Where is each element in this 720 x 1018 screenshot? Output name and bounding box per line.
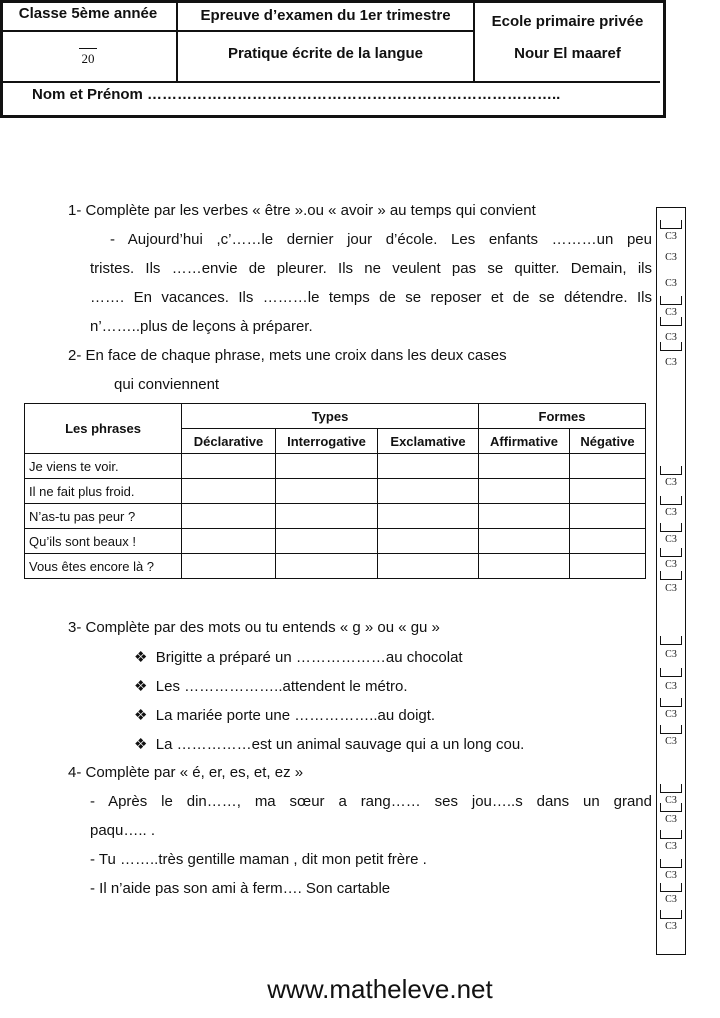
checkbox-cell[interactable]: [479, 504, 570, 529]
q1-line-2: tristes. Ils ……envie de pleurer. Ils ne veulent pas se quitter. Demain, ils: [90, 260, 652, 277]
mark-box[interactable]: [660, 784, 682, 793]
phrase-cell: Qu’ils sont beaux !: [25, 529, 182, 554]
criterion-label: C3: [665, 332, 677, 343]
checkbox-cell[interactable]: [276, 529, 378, 554]
criterion-label: C3: [665, 583, 677, 594]
subject: Pratique écrite de la langue: [227, 45, 424, 62]
question-2-title: 2- En face de chaque phrase, mets une croix dans les deux cases: [68, 347, 507, 364]
checkbox-cell[interactable]: [276, 479, 378, 504]
col-header-negative: Négative: [570, 429, 646, 454]
checkbox-cell[interactable]: [570, 529, 646, 554]
bullet-icon: ❖: [134, 736, 148, 753]
checkbox-cell[interactable]: [182, 554, 276, 579]
criterion-label: C3: [665, 814, 677, 825]
col-header-phrases: Les phrases: [25, 404, 182, 454]
q3-item-4: [134, 735, 524, 753]
bullet-icon: ❖: [134, 678, 148, 695]
table-row: [25, 504, 646, 529]
score-box: [0, 40, 176, 67]
checkbox-cell[interactable]: [182, 529, 276, 554]
criterion-label: C3: [665, 870, 677, 881]
q3-item-text: La ……………est un animal sauvage qui a un long cou.: [155, 736, 525, 753]
col-header-declarative: Déclarative: [182, 429, 276, 454]
question-1-title: 1- Complète par les verbes « être ».ou « avoir » au temps qui convient: [68, 202, 536, 219]
criterion-label: C3: [665, 278, 677, 289]
q1-line-1: - Aujourd’hui ,c’……le dernier jour d’école. Les enfants ………un peu: [110, 231, 652, 248]
question-3-title: 3- Complète par des mots ou tu entends « g » ou « gu »: [68, 619, 440, 636]
checkbox-cell[interactable]: [276, 554, 378, 579]
table-row: [25, 454, 646, 479]
q3-item-2: [134, 677, 408, 695]
criterion-label: C3: [665, 709, 677, 720]
checkbox-cell[interactable]: [479, 529, 570, 554]
mark-box[interactable]: [660, 220, 682, 229]
table-row: [25, 529, 646, 554]
criterion-label: C3: [665, 252, 677, 263]
group-header-types: Types: [182, 404, 479, 429]
q3-item-3: [134, 706, 435, 724]
phrase-cell: N’as-tu pas peur ?: [25, 504, 182, 529]
mark-box[interactable]: [660, 910, 682, 919]
phrases-table: [24, 403, 646, 579]
criterion-label: C3: [665, 477, 677, 488]
mark-box[interactable]: [660, 523, 682, 532]
criterion-label: C3: [665, 921, 677, 932]
criterion-label: C3: [665, 559, 677, 570]
criterion-label: C3: [665, 231, 677, 242]
checkbox-cell[interactable]: [479, 554, 570, 579]
name-field[interactable]: Nom et Prénom ………………………………………………………………………..: [32, 86, 561, 103]
checkbox-cell[interactable]: [276, 454, 378, 479]
school-name: Nour El maaref: [514, 45, 621, 62]
criterion-label: C3: [665, 534, 677, 545]
mark-box[interactable]: [660, 725, 682, 734]
bullet-icon: ❖: [134, 707, 148, 724]
criterion-label: C3: [665, 894, 677, 905]
col-header-exclamative: Exclamative: [378, 429, 479, 454]
class-label: Classe 5ème année: [18, 5, 158, 22]
table-row: [25, 479, 646, 504]
mark-box[interactable]: [660, 859, 682, 868]
checkbox-cell[interactable]: [570, 504, 646, 529]
checkbox-cell[interactable]: [570, 479, 646, 504]
mark-box[interactable]: [660, 317, 682, 326]
mark-box[interactable]: [660, 883, 682, 892]
bullet-icon: ❖: [134, 649, 148, 666]
q3-item-1: [134, 648, 463, 666]
checkbox-cell[interactable]: [276, 504, 378, 529]
mark-box[interactable]: [660, 342, 682, 351]
checkbox-cell[interactable]: [182, 504, 276, 529]
divider: [0, 30, 474, 32]
group-header-formes: Formes: [479, 404, 646, 429]
q1-line-4: n’……..plus de leçons à préparer.: [90, 318, 313, 335]
q4-line-1: - Après le din……, ma sœur a rang…… ses jou…..s dans un grand: [90, 793, 652, 810]
q3-item-text: Les ………………..attendent le métro.: [155, 678, 408, 695]
checkbox-cell[interactable]: [378, 454, 479, 479]
criterion-label: C3: [665, 649, 677, 660]
website-footer: www.matheleve.net: [267, 974, 493, 1004]
col-header-affirmative: Affirmative: [479, 429, 570, 454]
checkbox-cell[interactable]: [479, 479, 570, 504]
phrase-cell: Je viens te voir.: [25, 454, 182, 479]
mark-box[interactable]: [660, 803, 682, 812]
q4-line-3: - Tu ……..très gentille maman , dit mon petit frère .: [90, 851, 427, 868]
checkbox-cell[interactable]: [570, 554, 646, 579]
col-header-interrogative: Interrogative: [276, 429, 378, 454]
criterion-label: C3: [665, 736, 677, 747]
checkbox-cell[interactable]: [182, 479, 276, 504]
mark-box[interactable]: [660, 496, 682, 505]
mark-box[interactable]: [660, 296, 682, 305]
q3-item-text: La mariée porte une ……………..au doigt.: [155, 707, 436, 724]
criterion-label: C3: [665, 795, 677, 806]
mark-box[interactable]: [660, 636, 682, 645]
grading-margin: [656, 207, 686, 955]
criterion-label: C3: [665, 307, 677, 318]
criterion-label: C3: [665, 681, 677, 692]
q1-line-3: ……. En vacances. Ils ………le temps de se reposer et de se détendre. Ils: [90, 289, 652, 306]
exam-header: [0, 0, 666, 118]
checkbox-cell[interactable]: [378, 554, 479, 579]
checkbox-cell[interactable]: [378, 529, 479, 554]
phrase-cell: Il ne fait plus froid.: [25, 479, 182, 504]
checkbox-cell[interactable]: [182, 454, 276, 479]
mark-box[interactable]: [660, 830, 682, 839]
score-denominator: 20: [81, 51, 95, 66]
school-type: Ecole primaire privée: [491, 13, 644, 30]
q4-line-4: - Il n’aide pas son ami à ferm…. Son cartable: [90, 880, 391, 897]
mark-box[interactable]: [660, 548, 682, 557]
checkbox-cell[interactable]: [570, 454, 646, 479]
exam-title: Epreuve d’examen du 1er trimestre: [200, 7, 451, 24]
mark-box[interactable]: [660, 466, 682, 475]
question-2-title-line-2: qui conviennent: [114, 376, 220, 393]
mark-box[interactable]: [660, 668, 682, 677]
table-row: [25, 554, 646, 579]
mark-box[interactable]: [660, 698, 682, 707]
q3-item-text: Brigitte a préparé un ………………au chocolat: [155, 649, 463, 666]
score-blank: [79, 48, 97, 49]
divider: [0, 81, 660, 83]
phrase-cell: Vous êtes encore là ?: [25, 554, 182, 579]
checkbox-cell[interactable]: [378, 504, 479, 529]
criterion-label: C3: [665, 357, 677, 368]
checkbox-cell[interactable]: [479, 454, 570, 479]
question-4-title: 4- Complète par « é, er, es, et, ez »: [68, 764, 304, 781]
q4-line-2: paqu….. .: [90, 822, 156, 839]
checkbox-cell[interactable]: [378, 479, 479, 504]
mark-box[interactable]: [660, 571, 682, 580]
criterion-label: C3: [665, 841, 677, 852]
criterion-label: C3: [665, 507, 677, 518]
